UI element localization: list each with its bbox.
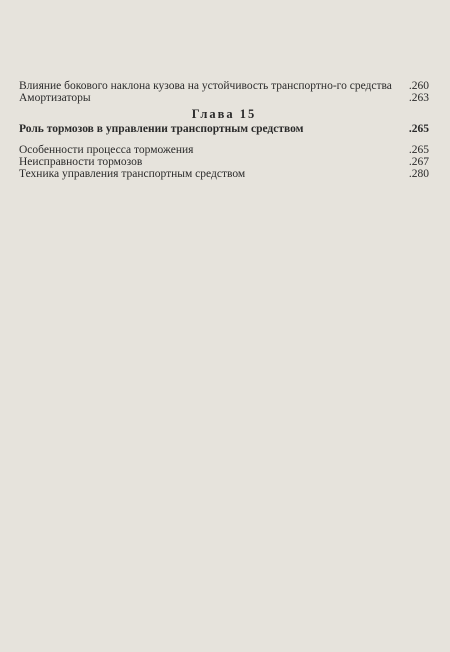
toc-entry-page: .267 bbox=[408, 156, 429, 168]
toc-section-text: Роль тормозов в управлении транспортным средством bbox=[19, 123, 304, 135]
toc-entry-page: .265 bbox=[408, 123, 429, 135]
toc-entry-text: Техника управления транспортным средством bbox=[19, 168, 246, 180]
toc-entry-braking-process bbox=[19, 144, 429, 156]
toc-entry-page: .280 bbox=[408, 168, 429, 180]
toc-entry-brake-faults bbox=[19, 156, 429, 168]
toc-entry-driving-technique bbox=[19, 168, 429, 180]
toc-entry-text: Неисправности тормозов bbox=[19, 156, 143, 168]
toc-entry-text: Влияние бокового наклона кузова на устойчивость транспортно-го средства bbox=[19, 80, 392, 92]
toc-entry-shock-absorbers bbox=[19, 92, 429, 104]
table-of-contents bbox=[19, 80, 429, 180]
toc-entry-body-roll bbox=[19, 80, 429, 92]
toc-entry-page: .265 bbox=[408, 144, 429, 156]
toc-entry-page: .260 bbox=[408, 80, 429, 92]
toc-entry-text: Амортизаторы bbox=[19, 92, 91, 104]
toc-entry-page: .263 bbox=[408, 92, 429, 104]
toc-entry-text: Особенности процесса торможения bbox=[19, 144, 194, 156]
toc-section-brakes bbox=[19, 123, 429, 135]
spacer bbox=[19, 135, 429, 144]
chapter-heading: Глава 15 bbox=[191, 107, 257, 121]
